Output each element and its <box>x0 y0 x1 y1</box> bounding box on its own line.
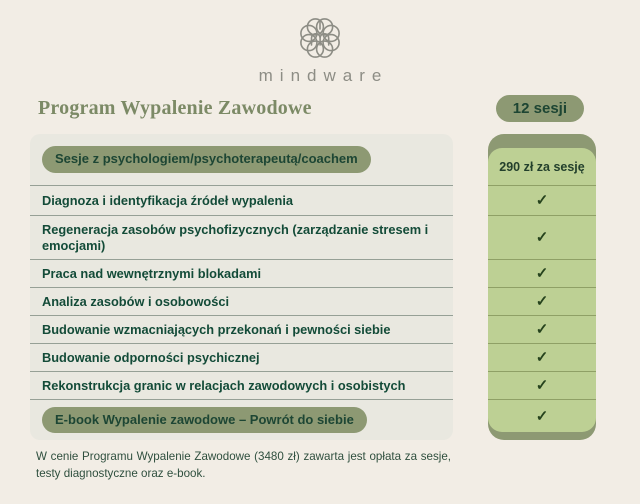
brand-wordmark: mindware <box>258 66 389 85</box>
table-row: Rekonstrukcja granic w relacjach zawodowych i osobistych <box>30 372 453 400</box>
included-row <box>488 288 596 316</box>
title-row <box>38 95 584 122</box>
checkmark-icon: ✓ <box>535 377 549 394</box>
included-row <box>488 344 596 372</box>
ebook-pill: E-book Wypalenie zawodowe – Powrót do siebie <box>42 407 367 433</box>
brain-flower-icon <box>293 14 347 64</box>
checkmark-icon: ✓ <box>535 321 549 338</box>
included-row <box>488 186 596 216</box>
sessions-badge: 12 sesji <box>496 95 584 122</box>
table-row: Praca nad wewnętrznymi blokadami <box>30 260 453 288</box>
price-column <box>488 134 596 440</box>
checkmark-icon: ✓ <box>535 229 549 246</box>
table-row: Diagnoza i identyfikacja źródeł wypalenia <box>30 186 453 216</box>
checkmark-icon: ✓ <box>535 265 549 282</box>
price-label: 290 zł za sesję <box>499 159 585 174</box>
brand-logo <box>0 0 640 86</box>
program-content <box>30 134 596 440</box>
included-row <box>488 372 596 400</box>
table-header-pill: Sesje z psychologiem/psychoterapeutą/coachem <box>42 146 371 172</box>
table-row: Budowanie odporności psychicznej <box>30 344 453 372</box>
program-table <box>30 134 453 440</box>
table-row: Regeneracja zasobów psychofizycznych (zarządzanie stresem i emocjami) <box>30 216 453 260</box>
included-row <box>488 400 596 432</box>
price-footnote: W cenie Programu Wypalenie Zawodowe (3480 zł) zawarta jest opłata za sesje, testy diagnostyczne oraz e-book. <box>36 450 451 480</box>
table-row: Budowanie wzmacniających przekonań i pewności siebie <box>30 316 453 344</box>
included-row <box>488 260 596 288</box>
table-header-row <box>30 134 453 186</box>
page-title: Program Wypalenie Zawodowe <box>38 97 312 119</box>
checkmark-icon: ✓ <box>535 293 549 310</box>
table-footer-row <box>30 400 453 440</box>
checkmark-icon: ✓ <box>535 407 549 425</box>
table-row: Analiza zasobów i osobowości <box>30 288 453 316</box>
checkmark-icon: ✓ <box>535 192 549 209</box>
price-header-row <box>488 148 596 186</box>
checkmark-icon: ✓ <box>535 349 549 366</box>
included-row <box>488 216 596 260</box>
price-panel <box>488 148 596 432</box>
included-row <box>488 316 596 344</box>
